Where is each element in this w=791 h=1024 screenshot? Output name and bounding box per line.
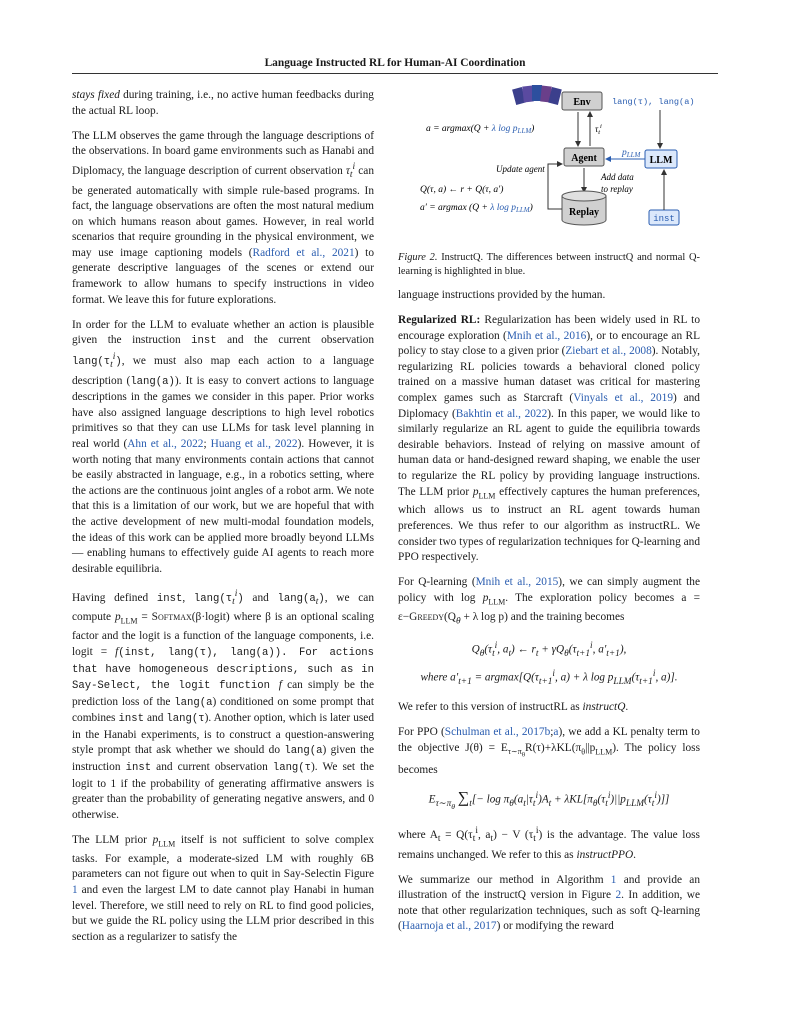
- text: For PPO (: [398, 726, 445, 739]
- text: ). However, it is worth noting that many environments contain actions that cannot be easily abstracted in language, e.g., in a robotics setting, where the actions are the continuous joint angles of a robot arm. We note that this is a limitation of our work, but we are hopeful that with the active development of new multi-modal foundation models, the ideas of this work can be applied more broadly beyond LLMs — enabling humans to effectively guide AI agents to reach more desirable equilibria.: [72, 437, 375, 575]
- math-sub: LLM: [120, 616, 138, 626]
- text: ,: [182, 591, 194, 604]
- text: We refer to this version of instructRL as: [398, 701, 583, 714]
- paragraph-llm-observes: [72, 129, 374, 309]
- text: ) and the training becomes: [504, 610, 625, 623]
- math-sub: t: [232, 596, 235, 607]
- text: ) and Diplomacy (: [398, 392, 700, 420]
- math-sub: LLM: [158, 839, 176, 849]
- llm-label: LLM: [649, 155, 673, 166]
- code-args: (inst, lang(τ: [118, 646, 207, 659]
- math-sub: t: [349, 169, 353, 180]
- math-p: p: [114, 611, 121, 624]
- text: . In addition, we note that other regularization techniques, such as soft Q-learning (: [398, 889, 700, 933]
- text: and the current observation: [216, 334, 374, 347]
- code-lang-a: lang(a): [130, 375, 175, 388]
- text: can be generated automatically with simple rule-based programs. In fact, the language observations are often the most natural medium on which humans reason about games. However, in real world scenarios that require grounding in the physical environment, we may use image captioning models (: [72, 164, 375, 259]
- math-f: f: [115, 645, 119, 658]
- text: , we must also map each action to a language description (: [72, 354, 374, 387]
- text: = Q(τ: [440, 828, 473, 841]
- paragraph-summary: [398, 873, 700, 935]
- text: can simply be the prediction loss of the: [72, 679, 374, 708]
- citation-link[interactable]: Ziebart et al., 2008: [565, 345, 652, 358]
- math-tau: τ: [345, 164, 350, 177]
- text: where A: [398, 828, 438, 841]
- text: ), we can simply augment the policy with log: [398, 576, 700, 604]
- math-sub: t: [315, 596, 319, 607]
- text: Having defined: [72, 591, 157, 604]
- update-agent-label: Update agent: [496, 164, 545, 174]
- code-lang-tau: lang(τ: [166, 713, 205, 726]
- lang-label: lang(τ), lang(a): [612, 97, 695, 107]
- inst-label: inst: [653, 214, 675, 224]
- text: and: [143, 712, 167, 725]
- citation-link[interactable]: Bakhtin et al., 2022: [455, 407, 548, 420]
- math-sup: i: [352, 161, 356, 172]
- pllm-arrow-label: $p_{LLM}$: [622, 148, 641, 159]
- code-lang-a: lang(a: [284, 745, 323, 758]
- text: ), or to encourage an RL policy to stay close to a given prior (: [398, 329, 701, 358]
- paragraph-map-actions: [72, 318, 374, 578]
- code-close: ): [318, 592, 325, 605]
- text: and even the largest LM to date cannot play Hanabi in human level. Therefore, we still need to rely on RL to find good policies, but we guide the RL policy using the LLM prior described in this section as a regularizer to satisfy the: [72, 883, 374, 943]
- caption-text: InstructQ. The differences between instructQ and normal Q-learning is highlighted in blue.: [398, 252, 700, 277]
- math-sub: LLM: [488, 597, 506, 607]
- text: . The exploration policy becomes a = ε−: [398, 591, 700, 623]
- section-heading: Regularized RL:: [398, 314, 481, 327]
- text: , a: [477, 828, 491, 841]
- em-instructppo: instructPPO: [576, 848, 634, 861]
- paragraph-ppo: For PPO (Schulman et al., 2017b;a), we add a KL penalty term to the objective $J(\theta) = E_{\tau\sim\pi_\theta}R(\tau)+\lambda KL(\pi_\theta||p_{LLM})$. The policy loss becomes: [398, 726, 700, 777]
- math-softmax: Softmax: [151, 611, 192, 624]
- text: (β·logit) where β is an optional scaling factor and the logit is a function of the language components, i.e. logit =: [72, 611, 374, 658]
- code-inst: inst: [125, 762, 152, 775]
- figure-link[interactable]: 2: [615, 889, 622, 902]
- math-sup: i: [112, 351, 116, 362]
- left-column: [72, 88, 374, 955]
- replay-label: Replay: [569, 207, 599, 218]
- right-column: [398, 288, 700, 945]
- text: ) or modifying the reward: [496, 920, 614, 933]
- code-lang-tau: lang(τ: [193, 592, 233, 605]
- equation-ppo-loss: $E_{\tau\sim\pi_\theta}$ $\sum_t[- \log \pi_\theta(a_t|\tau_t^i)A_t + \lambda KL[\pi_\theta(\tau_t^i)||p_{LLM}(\tau_t^i)]]$: [428, 789, 670, 811]
- text: ). In this paper, we would like to similarly regularize an RL agent to guide the equilibria towards desirable behaviors. Instead of relying on massive amount of human data or hand-designed reward shaping, we enable the user to regularize the RL policy by providing language instructions. The LLM prior: [398, 407, 700, 498]
- text: (Q: [444, 610, 457, 623]
- text: and provide an illustration of the instructQ version in Figure: [398, 873, 700, 902]
- math-sub: LLM: [478, 490, 496, 500]
- text: We summarize our method in Algorithm: [398, 873, 611, 886]
- header-rule: [72, 73, 718, 74]
- code-close: ): [237, 592, 244, 605]
- code-inst: inst: [118, 713, 144, 726]
- text: ). Another option, which is later used in the Hanabi experiments, is to construct a question-answering style prompt that ask whether we should do: [72, 712, 374, 757]
- text: ) − V (τ: [493, 828, 534, 841]
- text: ) conditioned on some prompt that combines: [72, 695, 374, 725]
- text: effectively captures the human preferences, which allows us to instruct an RL agent towards human preferences. We thus refer to our algorithm as instructRL. We consider two types of regularization techniques for Q-learning and PPO respectively.: [398, 485, 700, 564]
- figure-2-diagram: [398, 84, 708, 254]
- hanabi-cards-icon: [512, 85, 562, 105]
- text: ). We set the logit to 1 if the probability of generating affirmative answers is greater than the probability of generating negative answers, and 0 otherwise.: [72, 761, 374, 821]
- text: ||p: [585, 741, 596, 754]
- text: ;: [203, 437, 211, 450]
- running-header: Language Instructed RL for Human-AI Coordination: [264, 57, 526, 69]
- code-close: ): [115, 355, 122, 368]
- text: , we can compute: [72, 591, 374, 624]
- text: Regularization has been widely used in RL to encourage exploration (: [398, 314, 701, 342]
- text: ). Notably, regularizing RL policies towards a behavioral cloned policy trained on a massive human dataset was critical for mastering complex games such as Starcraft (: [398, 345, 700, 405]
- text: and current observation: [151, 761, 273, 774]
- text: The LLM observes the game through the language descriptions of the observations. In board game environments such as Hanabi and Diplomacy, the language description of current observation: [72, 129, 374, 177]
- text: itself is not sufficient to solve complex tasks. For example, a moderate-sized LM with roughly 6B parameters can not figure out when to quit in Say-Selectin Figure: [72, 833, 375, 881]
- code-lang-a: lang(a: [174, 696, 213, 709]
- tau-label: $\tau_t^i$: [595, 123, 602, 136]
- action-equation: a = argmax(Q + λ $\log p_{LLM}$): [426, 124, 535, 135]
- math-p: p: [472, 485, 479, 498]
- text: ) given the instruction: [72, 744, 375, 774]
- code-args: ), lang(a: [206, 646, 269, 659]
- figure-link[interactable]: 1: [72, 883, 78, 896]
- to-replay-label: to replay: [601, 184, 633, 194]
- figure-2-caption: [398, 251, 700, 279]
- add-data-label: Add data: [601, 172, 634, 182]
- paragraph-llm-prior: [72, 833, 374, 945]
- equation-q-update: $Q_\theta(\tau_t^i$, $a_t$) ← $r_t + \gamma Q_\theta(\tau_{t+1}^i$, $a'_{t+1}$), where $a'_{t+1} = argmax[Q(\tau_{t+1}^i$, a) + λ $\log p_{LLM}(\tau_{t+1}^i$, a)].: [420, 641, 678, 687]
- env-label: Env: [573, 97, 591, 108]
- text: ) to generate descriptive languages of the scenes or extend our framework to allow humans to specify instructions in video format. We leave this for future explorations.: [72, 246, 374, 306]
- citation-link[interactable]: Vinyals et al., 2019: [573, 392, 673, 405]
- citation-link[interactable]: Ahn et al., 2022: [127, 437, 204, 450]
- citation-link[interactable]: Mnih et al., 2015: [475, 576, 559, 589]
- q-update-equation: Q(τ, a) ← r + Q(τ, a′): [420, 185, 504, 195]
- paragraph-advantage: where $A_t = Q(\tau_t^i$, $a_t) - V$ $(\tau_t^i)$ is the advantage. The value loss remains unchanged. We refer to this as instructPPO.: [398, 825, 700, 861]
- math-p: p: [482, 591, 489, 604]
- citation-link[interactable]: a: [553, 726, 559, 739]
- text: ). It is easy to convert actions to language descriptions in the games we consider in this paper. Prior works have also assigned language descriptions to high level robotics primitives so that they can use LLMs for task level planning in real world (: [72, 374, 374, 450]
- citation-link[interactable]: Haarnoja et al., 2017: [401, 920, 497, 933]
- citation-link[interactable]: Huang et al., 2022: [210, 437, 298, 450]
- text: .: [633, 848, 636, 861]
- citation-link[interactable]: Mnih et al., 2016: [506, 329, 587, 342]
- text: In order for the LLM to evaluate whether an action is plausible given the instruction: [72, 318, 374, 347]
- text: .: [625, 701, 629, 714]
- text: ) is the advantage. The value loss remains unchanged. We refer to this as: [398, 828, 700, 861]
- text: For Q-learning (: [398, 576, 476, 589]
- a-next-equation: a′ = argmax (Q + λ $\log p_{LLM}$): [420, 203, 533, 214]
- caption-label: Figure 2.: [398, 252, 438, 263]
- paragraph-regularized-rl: [398, 313, 700, 566]
- math-f: f: [278, 679, 282, 692]
- math-greedy: Greedy: [409, 610, 445, 623]
- code-args: )). For actions that have homogeneous descriptions, such as in Say-Select, the logit function: [72, 646, 375, 693]
- math-p: p: [152, 833, 159, 846]
- em-instructq: instructQ: [582, 701, 626, 714]
- text: =: [137, 611, 152, 624]
- text: during training, i.e., no active human feedbacks during the actual RL loop.: [72, 89, 374, 117]
- algorithm-link[interactable]: 1: [610, 873, 617, 886]
- code-inst: inst: [191, 335, 217, 348]
- agent-label: Agent: [571, 153, 597, 164]
- code-lang-tau: lang(τ: [72, 355, 111, 368]
- text: ;: [550, 726, 554, 739]
- text: The LLM prior: [72, 833, 153, 846]
- math-sub: θ: [456, 616, 461, 627]
- text: ). The policy loss becomes: [398, 741, 700, 777]
- citation-link[interactable]: Radford et al., 2021: [252, 246, 355, 259]
- text: R(τ)+λKL(π: [525, 741, 582, 754]
- text: and: [243, 591, 278, 604]
- text: ), we add a KL penalty term to the objective J(θ) = E: [398, 726, 700, 754]
- paragraph-having-defined: [72, 587, 374, 824]
- paragraph-refer-instructq: [398, 700, 700, 716]
- code-lang-tau: lang(τ: [272, 762, 312, 775]
- paragraph-q-learning: [398, 575, 700, 629]
- code-lang-a: lang(a: [277, 592, 316, 605]
- paragraph-language-instructions: language instructions provided by the human.: [398, 289, 606, 301]
- em-stays-fixed: stays fixed: [72, 89, 120, 101]
- math-sup: i: [234, 588, 238, 599]
- math-sub: t: [110, 360, 113, 370]
- text: + λ log p: [460, 610, 505, 623]
- paragraph-stays-fixed: [72, 88, 374, 119]
- code-inst: inst: [156, 592, 183, 605]
- citation-link[interactable]: Schulman et al., 2017b: [444, 726, 551, 739]
